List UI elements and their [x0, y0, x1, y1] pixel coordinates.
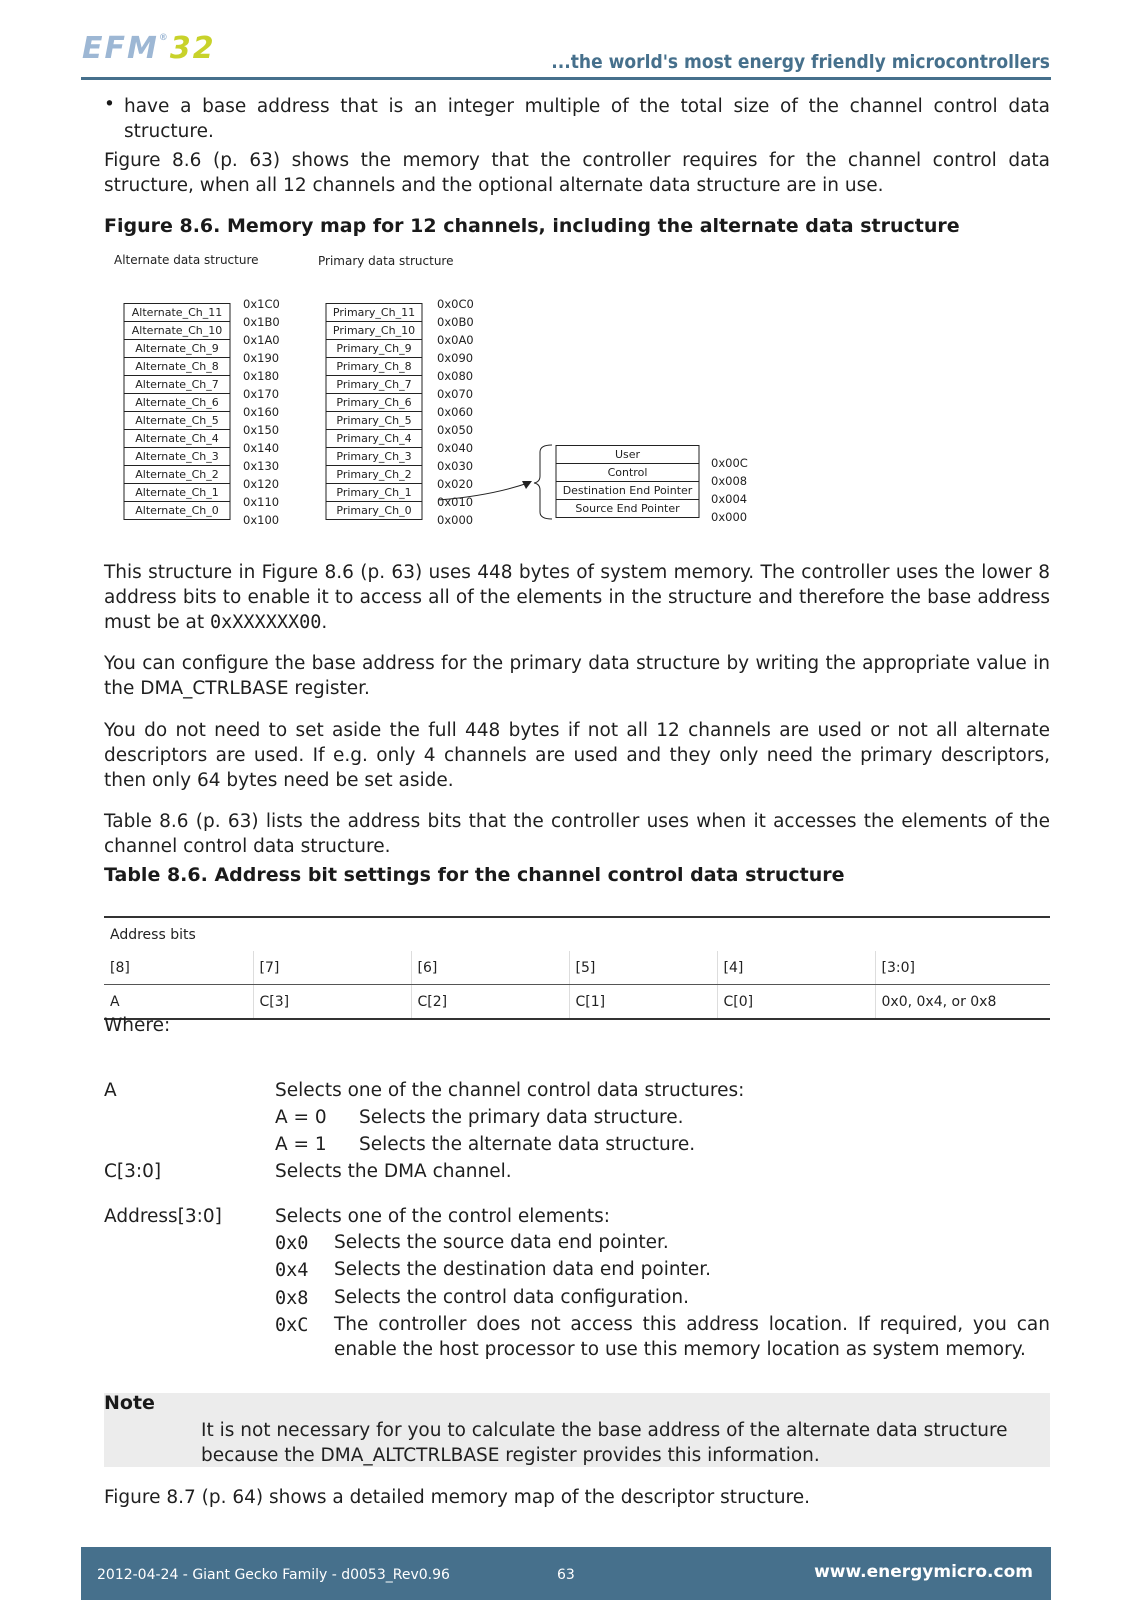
- figure-caption: Figure 8.6. Memory map for 12 channels, including the alternate data structure: [104, 215, 960, 237]
- paragraph-configure-base: You can configure the base address for the primary data structure by writing the appropriate value in the DMA_CTRLBASE register.: [104, 653, 1050, 699]
- table-header-cell: [5]: [569, 951, 717, 985]
- page-footer: [81, 1547, 1051, 1600]
- def-text-0x4: Selects the destination data end pointer.: [334, 1259, 712, 1280]
- alternate-structure-title: Alternate data structure: [114, 253, 259, 267]
- def-text-c: Selects the DMA channel.: [275, 1161, 512, 1182]
- def-text-0xc: The controller does not access this address location. If required, you can enable the host processor to use this memory location as system memory.: [334, 1314, 1050, 1360]
- alternate-channel-cell-label: Alternate_Ch_8: [135, 360, 219, 373]
- def-text-0x8: Selects the control data configuration.: [334, 1287, 689, 1308]
- bullet-text: have a base address that is an integer multiple of the total size of the channel control data structure.: [124, 96, 1050, 142]
- primary-address-label: 0x010: [437, 495, 474, 509]
- alternate-address-label: 0x120: [243, 477, 280, 491]
- alternate-address-label: 0x190: [243, 351, 280, 365]
- primary-channel-cell-label: Primary_Ch_11: [332, 306, 416, 319]
- alternate-channel-cell-label: Alternate_Ch_1: [135, 486, 219, 499]
- primary-address-label: 0x050: [437, 423, 474, 437]
- def-term-0xc: 0xC: [275, 1315, 309, 1336]
- footer-website-link[interactable]: www.energymicro.com: [814, 1562, 1033, 1582]
- alternate-address-label: 0x180: [243, 369, 280, 383]
- alternate-address-label: 0x100: [243, 513, 280, 527]
- def-term-0x4: 0x4: [275, 1260, 309, 1281]
- alternate-channel-cell-label: Alternate_Ch_6: [135, 396, 219, 409]
- def-text-0x0: Selects the source data end pointer.: [334, 1232, 669, 1253]
- descriptor-cell-label: User: [614, 448, 641, 461]
- table-cell: C[2]: [411, 985, 569, 1020]
- primary-channel-cell-label: Primary_Ch_5: [336, 414, 412, 427]
- paragraph-structure-size: [104, 560, 1050, 635]
- primary-channel-cell-label: Primary_Ch_10: [332, 324, 416, 337]
- paragraph-end-period: .: [321, 612, 328, 633]
- note-text: It is not necessary for you to calculate the base address of the alternate data structure because the DMA_ALTCTRLBASE register provides this information.: [201, 1420, 1008, 1466]
- table-cell: C[0]: [717, 985, 875, 1020]
- note-title: Note: [104, 1392, 155, 1414]
- primary-channel-cell-label: Primary_Ch_2: [336, 468, 412, 481]
- def-term-a0: A = 0: [275, 1107, 327, 1128]
- primary-address-label: 0x090: [437, 351, 474, 365]
- footer-doc-info: 2012-04-24 - Giant Gecko Family - d0053_Rev0.96: [97, 1567, 450, 1583]
- memory-map-diagram: [0, 0, 1131, 540]
- def-term-c: C[3:0]: [104, 1161, 162, 1182]
- def-text-a0: Selects the primary data structure.: [359, 1107, 684, 1128]
- descriptor-cell-label: Destination End Pointer: [562, 484, 693, 497]
- primary-channel-cell-label: Primary_Ch_3: [336, 450, 412, 463]
- descriptor-address-label: 0x004: [711, 492, 748, 506]
- def-term-0x8: 0x8: [275, 1288, 309, 1309]
- table-header-cell: [4]: [717, 951, 875, 985]
- alternate-address-label: 0x140: [243, 441, 280, 455]
- alternate-channel-cell-label: Alternate_Ch_10: [131, 324, 223, 337]
- table-row: [104, 985, 1050, 1020]
- def-term-a: A: [104, 1080, 117, 1101]
- descriptor-brace: [534, 445, 552, 519]
- alternate-channel-cell-label: Alternate_Ch_11: [131, 306, 223, 319]
- header-tagline: ...the world's most energy friendly microcontrollers: [551, 51, 1050, 73]
- table-header-cell: [7]: [253, 951, 411, 985]
- alternate-channel-cell-label: Alternate_Ch_5: [135, 414, 219, 427]
- primary-address-label: 0x080: [437, 369, 474, 383]
- primary-address-label: 0x040: [437, 441, 474, 455]
- logo-32-text: 32: [169, 31, 216, 66]
- primary-address-label: 0x070: [437, 387, 474, 401]
- footer-page-number: 63: [557, 1567, 575, 1583]
- alternate-address-label: 0x1C0: [243, 297, 280, 311]
- primary-channel-cell-label: Primary_Ch_6: [336, 396, 412, 409]
- primary-address-label: 0x0B0: [437, 315, 474, 329]
- def-text-a: Selects one of the channel control data structures:: [275, 1080, 745, 1101]
- alternate-address-label: 0x130: [243, 459, 280, 473]
- primary-structure-title: Primary data structure: [318, 254, 454, 268]
- table-header-cell: [3:0]: [875, 951, 1050, 985]
- primary-channel-cell-label: Primary_Ch_4: [336, 432, 412, 445]
- def-term-a1: A = 1: [275, 1134, 327, 1155]
- base-address-code: 0xXXXXXX00: [210, 612, 322, 633]
- table-header-cell: [6]: [411, 951, 569, 985]
- alternate-channel-cell-label: Alternate_Ch_4: [135, 432, 219, 445]
- primary-address-label: 0x060: [437, 405, 474, 419]
- primary-channel-cell-label: Primary_Ch_1: [336, 486, 412, 499]
- table-group-header: Address bits: [104, 917, 1050, 951]
- table-cell: C[1]: [569, 985, 717, 1020]
- primary-address-label: 0x030: [437, 459, 474, 473]
- memory-map-figure: [0, 0, 1131, 540]
- logo-registered-mark: ®: [158, 33, 170, 43]
- logo-efm-text: EFM: [82, 31, 159, 66]
- paragraph-set-aside: You do not need to set aside the full 448 bytes if not all 12 channels are used or not all alternate descriptors are used. If e.g. only 4 channels are used and they only need the primary descriptors, then only 64 bytes need be set aside.: [104, 720, 1050, 791]
- alternate-address-label: 0x150: [243, 423, 280, 437]
- alternate-channel-cell-label: Alternate_Ch_2: [135, 468, 219, 481]
- descriptor-address-label: 0x000: [711, 510, 748, 524]
- alternate-address-label: 0x1A0: [243, 333, 280, 347]
- table-header-row: [104, 951, 1050, 985]
- def-text-a1: Selects the alternate data structure.: [359, 1134, 696, 1155]
- primary-address-label: 0x020: [437, 477, 474, 491]
- table-cell: C[3]: [253, 985, 411, 1020]
- table-cell: 0x0, 0x4, or 0x8: [875, 985, 1050, 1020]
- table-cell: A: [104, 985, 253, 1020]
- def-text-address: Selects one of the control elements:: [275, 1206, 611, 1227]
- address-bit-table: [104, 916, 1050, 1020]
- primary-channel-cell-label: Primary_Ch_7: [336, 378, 412, 391]
- alternate-channel-cell-label: Alternate_Ch_0: [135, 504, 219, 517]
- paragraph-structure-size-text: This structure in Figure 8.6 (p. 63) uses 448 bytes of system memory. The controller uses the lower 8 address bits to enable it to access all of the elements in the structure and therefore the base address must be at: [104, 562, 1050, 633]
- table-group-header-row: [104, 917, 1050, 951]
- primary-address-label: 0x0C0: [437, 297, 474, 311]
- intro-paragraph: Figure 8.6 (p. 63) shows the memory that the controller requires for the channel control data structure, when all 12 channels and the optional alternate data structure are in use.: [104, 150, 1050, 196]
- descriptor-cell-label: Control: [607, 466, 648, 479]
- primary-channel-cell-label: Primary_Ch_8: [336, 360, 412, 373]
- primary-channel-cell-label: Primary_Ch_9: [336, 342, 412, 355]
- def-term-0x0: 0x0: [275, 1233, 309, 1254]
- alternate-channel-cell-label: Alternate_Ch_7: [135, 378, 219, 391]
- descriptor-address-label: 0x008: [711, 474, 748, 488]
- alternate-address-label: 0x160: [243, 405, 280, 419]
- table-header-cell: [8]: [104, 951, 253, 985]
- descriptor-address-label: 0x00C: [711, 456, 748, 470]
- alternate-channel-cell-label: Alternate_Ch_3: [135, 450, 219, 463]
- primary-channel-cell-label: Primary_Ch_0: [336, 504, 412, 517]
- bullet-marker: •: [104, 94, 115, 115]
- table-caption: Table 8.6. Address bit settings for the channel control data structure: [104, 864, 845, 886]
- paragraph-table-intro: Table 8.6 (p. 63) lists the address bits that the controller uses when it accesses the elements of the channel control data structure.: [104, 811, 1050, 857]
- alternate-address-label: 0x1B0: [243, 315, 280, 329]
- primary-address-label: 0x0A0: [437, 333, 474, 347]
- descriptor-cell-label: Source End Pointer: [575, 502, 680, 515]
- alternate-address-label: 0x110: [243, 495, 280, 509]
- alternate-channel-cell-label: Alternate_Ch_9: [135, 342, 219, 355]
- alternate-address-label: 0x170: [243, 387, 280, 401]
- closing-paragraph: Figure 8.7 (p. 64) shows a detailed memory map of the descriptor structure.: [104, 1487, 811, 1508]
- primary-address-label: 0x000: [437, 513, 474, 527]
- def-term-address: Address[3:0]: [104, 1206, 222, 1227]
- where-label: Where:: [104, 1015, 171, 1036]
